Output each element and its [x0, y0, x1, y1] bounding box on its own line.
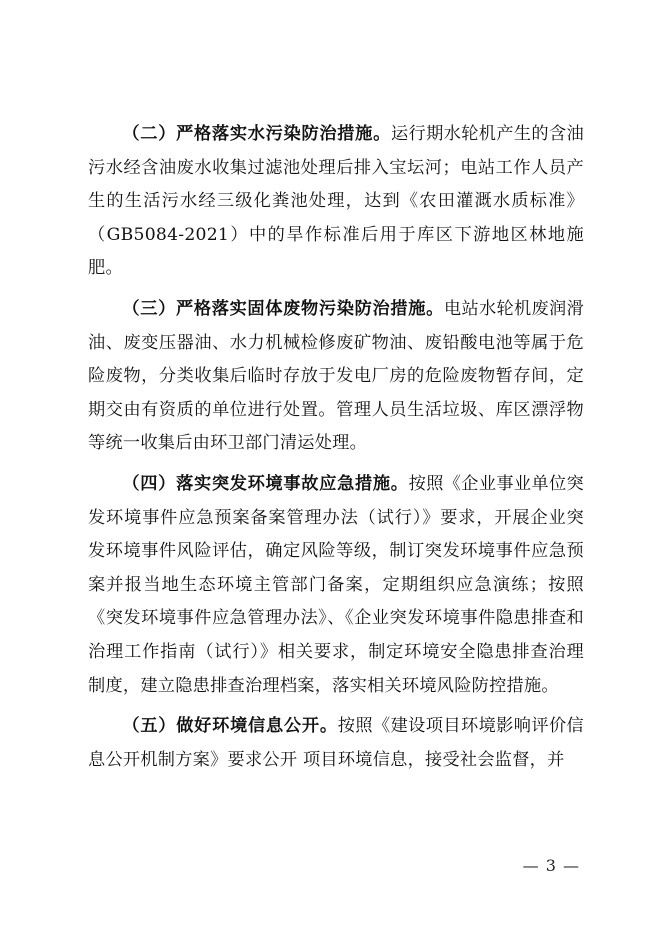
- paragraph-spacer: [88, 461, 584, 468]
- paragraph-text: 按照《企业事业单位突发环境事件应急预案备案管理办法（试行）》要求，开展企业突发环境事件风险评估，确定风险等级，制订突发环境事件应急预案并报当地生态环境主管部门备案，定期组织应急演练；按照《突发环境事件应急管理办法》、《企业突发环境事件隐患排查和治理工作指南（试行）》相关要求，制定环境安全隐患排查治理制度，建立隐患排查治理档案，落实相关环境风险防控措施。: [88, 473, 584, 696]
- paragraph-heading: （四）落实突发环境事故应急措施。: [122, 473, 409, 494]
- paragraph-spacer: [88, 703, 584, 710]
- paragraph-text: 运行期水轮机产生的含油污水经含油废水收集过滤池处理后排入宝坛河；电站工作人员产生的生活污水经三级化粪池处理，达到《农田灌溉水质标准》（GB5084-2021）中的旱作标准后用于库区下游地区林地施肥。: [88, 124, 584, 279]
- paragraph-heading: （五）做好环境信息公开。: [122, 716, 338, 737]
- paragraph-spacer: [88, 286, 584, 293]
- paragraph-text: 按照《建设项目环境影响评价信息公开机制方案》要求公开 项目环境信息，接受社会监督，并: [88, 716, 584, 770]
- paragraph-information-disclosure: [88, 710, 584, 777]
- paragraph-heading: （二）严格落实水污染防治措施。: [122, 124, 391, 144]
- page-number: — 3 —: [522, 856, 580, 875]
- paragraph-heading: （三）严格落实固体废物污染防治措施。: [122, 298, 444, 319]
- document-body: [88, 118, 584, 777]
- paragraph-solid-waste: [88, 293, 584, 461]
- paragraph-emergency-response: [88, 468, 584, 703]
- paragraph-text: 电站水轮机废润滑油、废变压器油、水力机械检修废矿物油、废铅酸电池等属于危险废物，分类收集后临时存放于发电厂房的危险废物暂存间，定期交由有资质的单位进行处置。管理人员生活垃圾、库区漂浮物等统一收集后由环卫部门清运处理。: [88, 298, 584, 454]
- paragraph-water-pollution: [88, 118, 584, 286]
